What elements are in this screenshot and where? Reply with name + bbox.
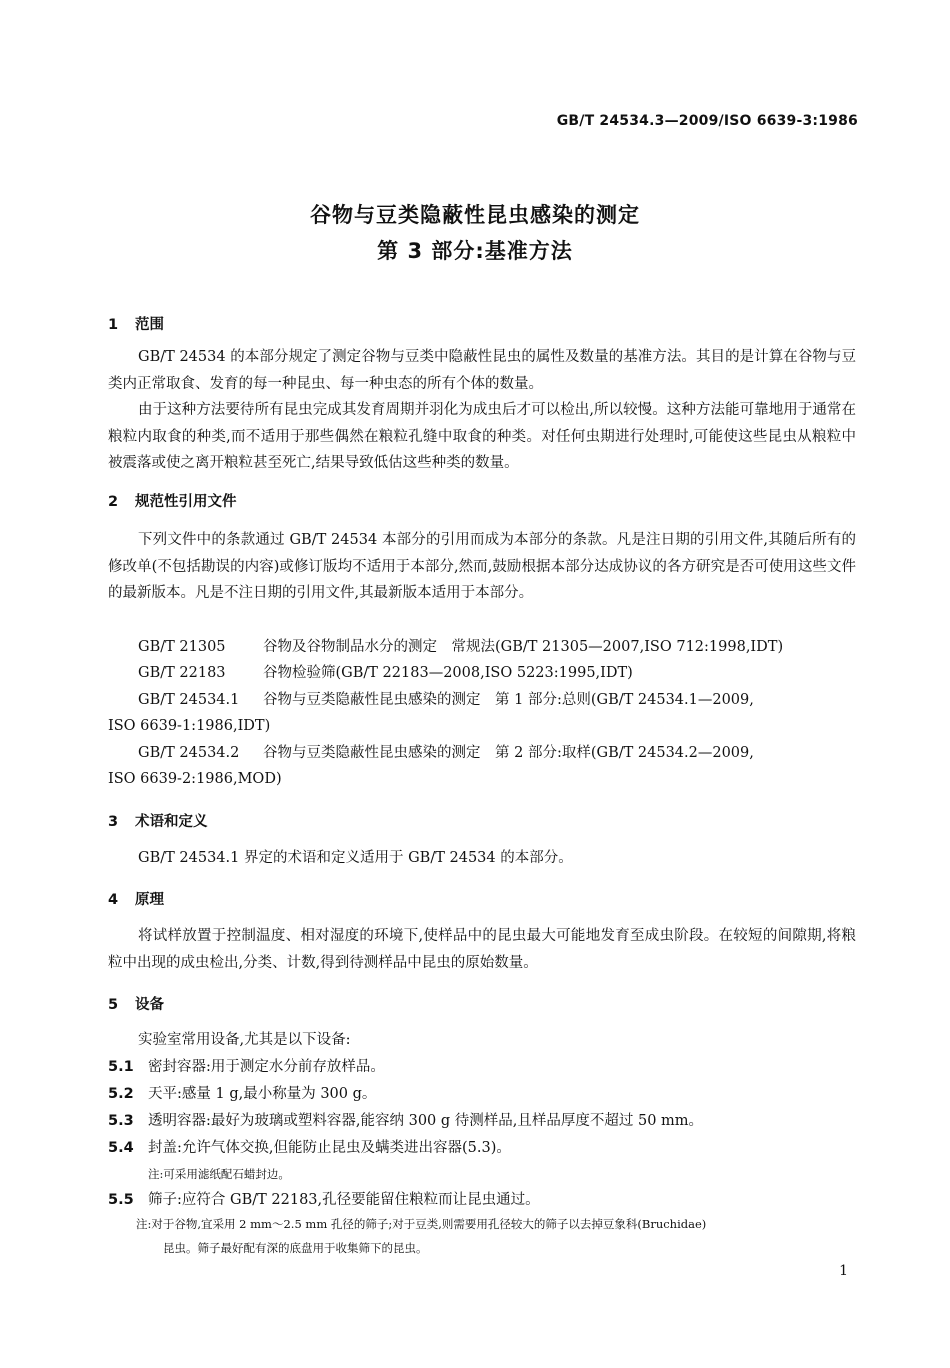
terms-paragraph: GB/T 24534.1 界定的术语和定义适用于 GB/T 24534 的本部分。	[138, 850, 573, 866]
section-number: 2	[108, 494, 119, 510]
note-1: 注:可采用滤纸配石蜡封边。	[148, 1167, 290, 1181]
document-title: 谷物与豆类隐蔽性昆虫感染的测定	[310, 203, 640, 227]
item-text: 筛子:应符合 GB/T 22183,孔径要能留住粮粒而让昆虫通过。	[148, 1192, 540, 1208]
section-title: 范围	[135, 317, 164, 333]
section-heading-terms	[108, 810, 208, 831]
page-number: 1	[839, 1263, 848, 1279]
item-text: 密封容器:用于测定水分前存放样品。	[148, 1059, 385, 1075]
reference-text: 谷物与豆类隐蔽性昆虫感染的测定 第 1 部分:总则(GB/T 24534.1—2009,	[263, 692, 754, 708]
reference-entry	[108, 687, 856, 713]
apparatus-intro: 实验室常用设备,尤其是以下设备:	[138, 1032, 351, 1048]
scope-paragraph-2: 由于这种方法要待所有昆虫完成其发育周期并羽化为成虫后才可以检出,所以较慢。这种方法能可靠地用于通常在粮粒内取食的种类,而不适用于那些偶然在粮粒孔缝中取食的种类。对任何虫期进行处理时,可能使这些昆虫从粮粒中被震落或使之离开粮粒甚至死亡,结果导致低估这些种类的数量。	[108, 402, 856, 471]
section-title: 设备	[135, 997, 164, 1013]
section-number: 4	[108, 892, 119, 908]
reference-code: GB/T 24534.1	[138, 692, 240, 708]
section-title: 规范性引用文件	[135, 494, 237, 510]
apparatus-item	[108, 1135, 856, 1161]
item-number: 5.3	[108, 1113, 134, 1129]
section-heading-scope	[108, 313, 164, 334]
apparatus-item	[108, 1081, 856, 1107]
item-text: 天平:感量 1 g,最小称量为 300 g。	[148, 1086, 377, 1102]
reference-text: 谷物检验筛(GB/T 22183—2008,ISO 5223:1995,IDT)	[263, 665, 633, 681]
item-text: 封盖:允许气体交换,但能防止昆虫及螨类进出容器(5.3)。	[148, 1140, 511, 1156]
apparatus-item	[108, 1054, 856, 1080]
reference-code: GB/T 22183	[138, 665, 226, 681]
section-title: 原理	[135, 892, 164, 908]
apparatus-item	[108, 1108, 856, 1134]
reference-code: GB/T 24534.2	[138, 745, 240, 761]
section-title: 术语和定义	[135, 814, 208, 830]
standard-code: GB/T 24534.3—2009/ISO 6639-3:1986	[556, 113, 858, 129]
reference-entry	[108, 740, 856, 766]
document-subtitle: 第 3 部分:基准方法	[377, 239, 573, 263]
apparatus-item	[108, 1187, 856, 1213]
item-number: 5.4	[108, 1140, 134, 1156]
section-number: 5	[108, 997, 119, 1013]
item-number: 5.5	[108, 1192, 134, 1208]
reference-continuation: ISO 6639-1:1986,IDT)	[108, 718, 271, 734]
reference-text: 谷物及谷物制品水分的测定 常规法(GB/T 21305—2007,ISO 712:1998,IDT)	[263, 639, 784, 655]
item-number: 5.2	[108, 1086, 134, 1102]
section-heading-principle	[108, 888, 164, 909]
item-number: 5.1	[108, 1059, 134, 1075]
reference-continuation: ISO 6639-2:1986,MOD)	[108, 771, 282, 787]
reference-code: GB/T 21305	[138, 639, 226, 655]
section-heading-apparatus	[108, 993, 164, 1014]
section-number: 1	[108, 317, 119, 333]
reference-entry	[108, 660, 856, 686]
principle-paragraph: 将试样放置于控制温度、相对湿度的环境下,使样品中的昆虫最大可能地发育至成虫阶段。在较短的间隙期,将粮粒中出现的成虫检出,分类、计数,得到待测样品中昆虫的原始数量。	[108, 928, 856, 971]
section-heading-references	[108, 490, 237, 511]
reference-text: 谷物与豆类隐蔽性昆虫感染的测定 第 2 部分:取样(GB/T 24534.2—2009,	[263, 745, 754, 761]
section-number: 3	[108, 814, 119, 830]
references-paragraph: 下列文件中的条款通过 GB/T 24534 本部分的引用而成为本部分的条款。凡是注日期的引用文件,其随后所有的修改单(不包括勘误的内容)或修订版均不适用于本部分,然而,鼓励根据本部分达成协议的各方研究是否可使用这些文件的最新版本。凡是不注日期的引用文件,其最新版本适用于本部分。	[108, 532, 856, 601]
scope-paragraph-1: GB/T 24534 的本部分规定了测定谷物与豆类中隐蔽性昆虫的属性及数量的基准方法。其目的是计算在谷物与豆类内正常取食、发育的每一种昆虫、每一种虫态的所有个体的数量。	[108, 349, 856, 392]
note-2-line-2: 昆虫。筛子最好配有深的底盘用于收集筛下的昆虫。	[163, 1241, 428, 1255]
item-text: 透明容器:最好为玻璃或塑料容器,能容纳 300 g 待测样品,且样品厚度不超过 50 mm。	[148, 1113, 704, 1129]
reference-entry	[108, 634, 856, 660]
note-2-line-1: 注:对于谷物,宜采用 2 mm～2.5 mm 孔径的筛子;对于豆类,则需要用孔径较大的筛子以去掉豆象科(Bruchidae)	[136, 1217, 707, 1231]
